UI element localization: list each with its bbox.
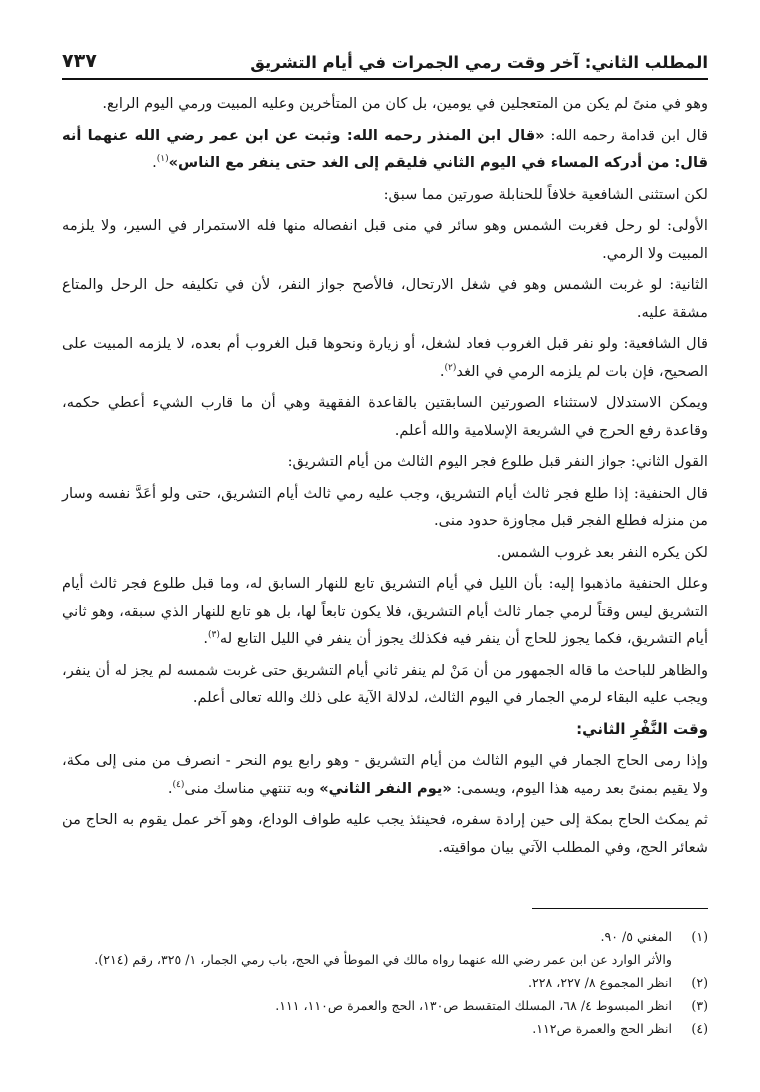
paragraph: وإذا رمى الحاج الجمار في اليوم الثالث من أيام التشريق - وهو رابع يوم النحر - انصرف من منى إلى مكة، ولا يقيم بمنىً بعد رميه هذا اليوم، ويسمى: «يوم النفر الثاني» وبه تنتهي مناسك منى$^{(٤)}$.	[62, 752, 708, 797]
paragraph: قال الشافعية: ولو نفر قبل الغروب فعاد لشغل، أو زيارة ونحوها قبل الغروب أم بعده، لا يلزمه المبيت على الصحيح، فإن بات لم يلزمه الرمي في الغد$^{(٢)}$.	[62, 335, 708, 380]
footnote-number: (٢)	[691, 975, 708, 990]
footnote-number	[672, 948, 708, 971]
footnote-number: (٤)	[691, 1021, 708, 1036]
footnote	[62, 1017, 708, 1040]
footnote-ref[interactable]: (٣)	[208, 630, 220, 641]
footnote	[62, 948, 708, 971]
footnote-number: (١)	[691, 929, 708, 944]
paragraph: لكن يكره النفر بعد غروب الشمس.	[496, 543, 708, 561]
paragraph-text: قال الشافعية: ولو نفر قبل الغروب فعاد لشغل، أو زيارة ونحوها قبل الغروب أم بعده، لا يلزمه المبيت على الصحيح، فإن بات لم يلزمه الرمي في الغد	[62, 335, 708, 380]
paragraph: الثانية: لو غربت الشمس وهو في شغل الارتحال، فالأصح جواز النفر، لأن في تكليفه حل الرحل والمتاع مشقة عليه.	[62, 276, 708, 321]
footnote-ref[interactable]: (٢)	[444, 362, 457, 373]
paragraph: والظاهر للباحث ما قاله الجمهور من أن مَنْ لم ينفر ثاني أيام التشريق حتى غربت شمسه لم يجز له أن ينفر، ويجب عليه البقاء لرمي الجمار في اليوم الثالث، لدلالة الآية على ذلك والله تعالى أعلم.	[62, 661, 708, 706]
header-title: المطلب الثاني: آخر وقت رمي الجمرات في أيام التشريق	[250, 53, 708, 72]
footnote	[62, 925, 708, 948]
paragraph: القول الثاني: جواز النفر قبل طلوع فجر اليوم الثالث من أيام التشريق:	[287, 453, 708, 470]
page-number: ٧٣٧	[62, 50, 97, 72]
paragraph-text: وعلل الحنفية ماذهبوا إليه: بأن الليل في أيام التشريق تابع للنهار السابق له، وما قبل طلوع فجر ثالث أيام التشريق ليس وقتاً لرمي جمار ثالث أيام التشريق، فلا يكون تابعاً لها، بل هو تابع للنهار الذي سبقه، وهو ثاني أيام التشريق، فكما يجوز للحاج أن ينفر فيه فكذلك يجوز أن ينفر في الليل التابع له	[62, 575, 708, 647]
footnote-ref[interactable]: (٤)	[172, 779, 185, 790]
footnote	[62, 971, 708, 994]
footnote-text: المغني ٥/ ٩٠.	[600, 929, 672, 944]
paragraph-text: وإذا رمى الحاج الجمار في اليوم الثالث من أيام التشريق - وهو رابع يوم النحر - انصرف من منى إلى مكة، ولا يقيم بمنىً بعد رميه هذا اليوم، ويسمى:	[62, 752, 708, 797]
paragraph: قال الحنفية: إذا طلع فجر ثالث أيام التشريق، وجب عليه رمي ثالث أيام التشريق، حتى ولو أعَدَّ نفسه وسار من منزله فطلع الفجر قبل مجاوزة حدود منى.	[62, 484, 708, 529]
footnote-text: والأثر الوارد عن ابن عمر رضي الله عنهما رواه مالك في الموطأ في الحج، باب رمي الجمار، ١/ ٣٢٥، رقم (٢١٤).	[94, 952, 672, 967]
paragraph: وعلل الحنفية ماذهبوا إليه: بأن الليل في أيام التشريق تابع للنهار السابق له، وما قبل طلوع فجر ثالث أيام التشريق ليس وقتاً لرمي جمار ثالث أيام التشريق، فلا يكون تابعاً لها، بل هو تابع للنهار الذي سبقه، وهو ثاني أيام التشريق، فكما يجوز للحاج أن ينفر فيه فكذلك يجوز أن ينفر في الليل التابع له$^{(٣)}$.	[62, 575, 708, 647]
paragraph: لكن استثنى الشافعية خلافاً للحنابلة صورتين مما سبق:	[383, 185, 708, 203]
footnote-divider	[532, 908, 708, 909]
paragraph: ويمكن الاستدلال لاستثناء الصورتين السابقتين بالقاعدة الفقهية وهي أن ما قارب الشيء أعطي حكمه، وقاعدة رفع الحرج في الشريعة الإسلامية والله أعلم.	[62, 394, 708, 439]
paragraph: ثم يمكث الحاج بمكة إلى حين إرادة سفره، فحينئذ يجب عليه طواف الوداع، وهو آخر عمل يقوم به الحاج من شعائر الحج، وفي المطلب الآتي بيان مواقيته.	[62, 811, 708, 856]
footnote-text: انظر المجموع ٨/ ٢٢٧، ٢٢٨.	[527, 975, 672, 990]
footnote-text: انظر المبسوط ٤/ ٦٨، المسلك المتقسط ص١٣٠، الحج والعمرة ص١١٠، ١١١.	[275, 998, 672, 1013]
quote-text: «قال ابن المنذر رحمه الله: وثبت عن ابن عمر رضي الله عنهما أنه قال: من أدركه المساء في اليوم الثاني فليقم إلى الغد حتى ينفر مع الناس»	[62, 126, 708, 171]
footnote	[62, 994, 708, 1017]
paragraph-quote: قال ابن قدامة رحمه الله: «قال ابن المنذر رحمه الله: وثبت عن ابن عمر رضي الله عنهما أنه قال: من أدركه المساء في اليوم الثاني فليقم إلى الغد حتى ينفر مع الناس»$^{(١)}$.	[62, 126, 708, 171]
paragraph: وهو في منىً لم يكن من المتعجلين في يومين، بل كان من المتأخرين وعليه المبيت ورمي اليوم الرابع.	[102, 95, 708, 112]
footnote-ref[interactable]: (١)	[156, 154, 169, 165]
footnotes	[62, 925, 708, 1040]
footnote-number: (٣)	[691, 998, 708, 1013]
paragraph: الأولى: لو رحل فغربت الشمس وهو سائر في منى قبل انفصاله منها فله الاستمرار في السير، ولا يلزمه المبيت ولا الرمي.	[62, 217, 708, 262]
bold-term: «يوم النفر الثاني»	[319, 779, 452, 797]
running-header	[62, 40, 708, 80]
footnote-text: انظر الحج والعمرة ص١١٢.	[532, 1021, 672, 1036]
quote-intro: قال ابن قدامة رحمه الله:	[544, 126, 708, 144]
paragraph-text: وبه تنتهي مناسك منى	[184, 779, 320, 797]
main-text	[62, 90, 708, 865]
section-heading: وقت النَّفْرِ الثاني:	[576, 719, 708, 738]
